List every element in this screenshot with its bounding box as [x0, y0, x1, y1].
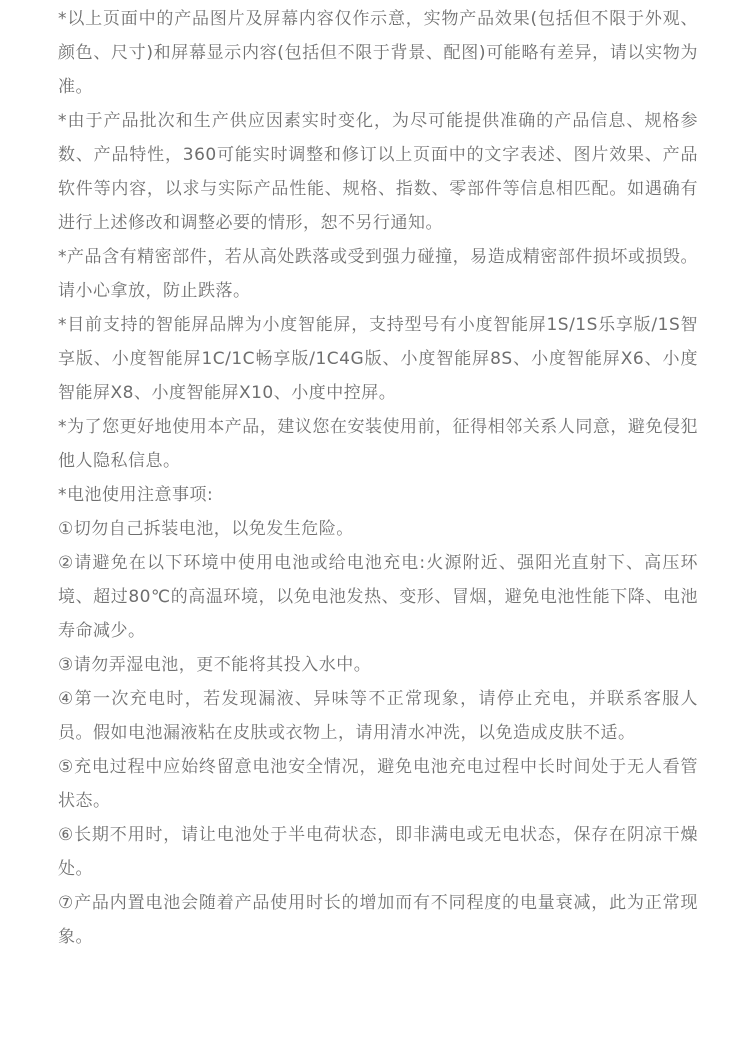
notice-text-block	[58, 2, 698, 954]
notice-paragraph-battery-6: ⑥长期不用时，请让电池处于半电荷状态，即非满电或无电状态，保存在阴凉干燥处。	[58, 825, 698, 879]
notice-paragraph-supported-screens: *目前支持的智能屏品牌为小度智能屏，支持型号有小度智能屏1S/1S乐享版/1S智享版、小度智能屏1C/1C畅享版/1C4G版、小度智能屏8S、小度智能屏X6、小度智能屏X8、小度智能屏X10、小度中控屏。	[58, 315, 698, 403]
notice-paragraph-battery-4: ④第一次充电时，若发现漏液、异味等不正常现象，请停止充电，并联系客服人员。假如电池漏液粘在皮肤或衣物上，请用清水冲洗，以免造成皮肤不适。	[58, 689, 698, 743]
notice-paragraph-battery-heading: *电池使用注意事项:	[58, 485, 214, 505]
notice-paragraph-battery-7: ⑦产品内置电池会随着产品使用时长的增加而有不同程度的电量衰减，此为正常现象。	[58, 893, 698, 947]
notice-paragraph-battery-1: ①切勿自己拆装电池，以免发生危险。	[58, 519, 354, 539]
notice-paragraph-battery-3: ③请勿弄湿电池，更不能将其投入水中。	[58, 655, 372, 675]
notice-paragraph-content-revision: *由于产品批次和生产供应因素实时变化，为尽可能提供准确的产品信息、规格参数、产品特性，360可能实时调整和修订以上页面中的文字表述、图片效果、产品软件等内容，以求与实际产品性能、规格、指数、零部件等信息相匹配。如遇确有进行上述修改和调整必要的情形，恕不另行通知。	[58, 111, 698, 233]
notice-paragraph-privacy: *为了您更好地使用本产品，建议您在安装使用前，征得相邻关系人同意，避免侵犯他人隐私信息。	[58, 417, 698, 471]
notice-paragraph-battery-2: ②请避免在以下环境中使用电池或给电池充电:火源附近、强阳光直射下、高压环境、超过80℃的高温环境，以免电池发热、变形、冒烟，避免电池性能下降、电池寿命减少。	[58, 553, 698, 641]
notice-paragraph-fragile-parts: *产品含有精密部件，若从高处跌落或受到强力碰撞，易造成精密部件损坏或损毁。请小心拿放，防止跌落。	[58, 247, 698, 301]
notice-paragraph-display-disclaimer: *以上页面中的产品图片及屏幕内容仅作示意，实物产品效果(包括但不限于外观、颜色、尺寸)和屏幕显示内容(包括但不限于背景、配图)可能略有差异，请以实物为准。	[58, 9, 698, 97]
notice-paragraph-battery-5: ⑤充电过程中应始终留意电池安全情况，避免电池充电过程中长时间处于无人看管状态。	[58, 757, 698, 811]
